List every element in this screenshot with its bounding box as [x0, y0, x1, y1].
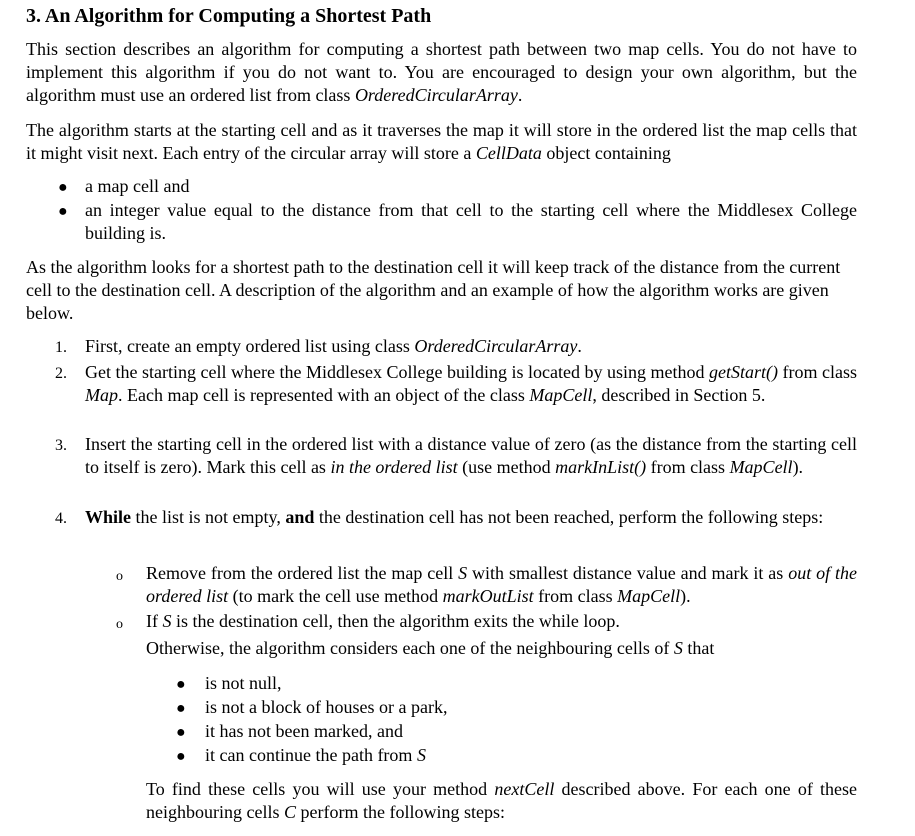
bullet-item-distance: an integer value equal to the distance from that cell to the starting cell where the Middlesex College building is.: [85, 200, 857, 243]
section-title: 3. An Algorithm for Computing a Shortest Path: [26, 5, 432, 27]
bullet-icon: ●: [58, 179, 68, 196]
substep-destination-check: If S is the destination cell, then the algorithm exits the while loop.: [146, 611, 620, 631]
algorithm-start-paragraph: The algorithm starts at the starting cell and as it traverses the map it will store in the ordered list the map cells that it might visit next. Each entry of the circular array will store a CellData object containing: [26, 120, 857, 163]
bullet-icon: ●: [176, 700, 186, 717]
search-description-paragraph: As the algorithm looks for a shortest path to the destination cell it will keep track of the distance from the current cell to the destination cell. A description of the algorithm and an example of how the algorithm works are given below.: [26, 257, 841, 323]
circle-bullet-icon: o: [116, 617, 123, 632]
step-number: 2.: [55, 365, 67, 382]
step-3: Insert the starting cell in the ordered list with a distance value of zero (as the distance from the starting cell to itself is zero). Mark this cell as in the ordered list (use method markInList() from class MapCell).: [85, 434, 857, 477]
step-number: 3.: [55, 437, 67, 454]
class-name-ordered-circular-array: OrderedCircularArray: [354, 85, 518, 105]
step-number: 1.: [55, 339, 67, 356]
bullet-icon: ●: [176, 676, 186, 693]
step-number: 4.: [55, 510, 67, 527]
condition-continue-path: it can continue the path from S: [205, 745, 426, 765]
bullet-icon: ●: [58, 203, 68, 220]
step-4: While the list is not empty, and the destination cell has not been reached, perform the following steps:: [85, 507, 824, 527]
substep-otherwise: Otherwise, the algorithm considers each one of the neighbouring cells of S that: [146, 638, 715, 658]
circle-bullet-icon: o: [116, 569, 123, 584]
bullet-icon: ●: [176, 748, 186, 765]
condition-not-block: is not a block of houses or a park,: [205, 697, 448, 717]
intro-paragraph: This section describes an algorithm for computing a shortest path between two map cells. You do not have to implement this algorithm if you do not want to. You are encouraged to design your own algorithm, but the algorithm must use an ordered list from class OrderedCircularArray.: [26, 39, 857, 105]
substep-remove: Remove from the ordered list the map cell S with smallest distance value and mark it as out of the ordered list (to mark the cell use method markOutList from class MapCell).: [146, 563, 858, 606]
condition-not-null: is not null,: [205, 673, 282, 693]
closing-paragraph: To find these cells you will use your method nextCell described above. For each one of these neighbouring cells C perform the following steps:: [146, 779, 857, 822]
condition-not-marked: it has not been marked, and: [205, 721, 403, 741]
step-1: First, create an empty ordered list using class OrderedCircularArray.: [85, 336, 582, 356]
bullet-icon: ●: [176, 724, 186, 741]
step-2: Get the starting cell where the Middlesex College building is located by using method getStart() from class Map. Each map cell is represented with an object of the class MapCell, described in Section 5.: [85, 362, 857, 405]
bullet-item-map-cell: a map cell and: [85, 176, 190, 196]
